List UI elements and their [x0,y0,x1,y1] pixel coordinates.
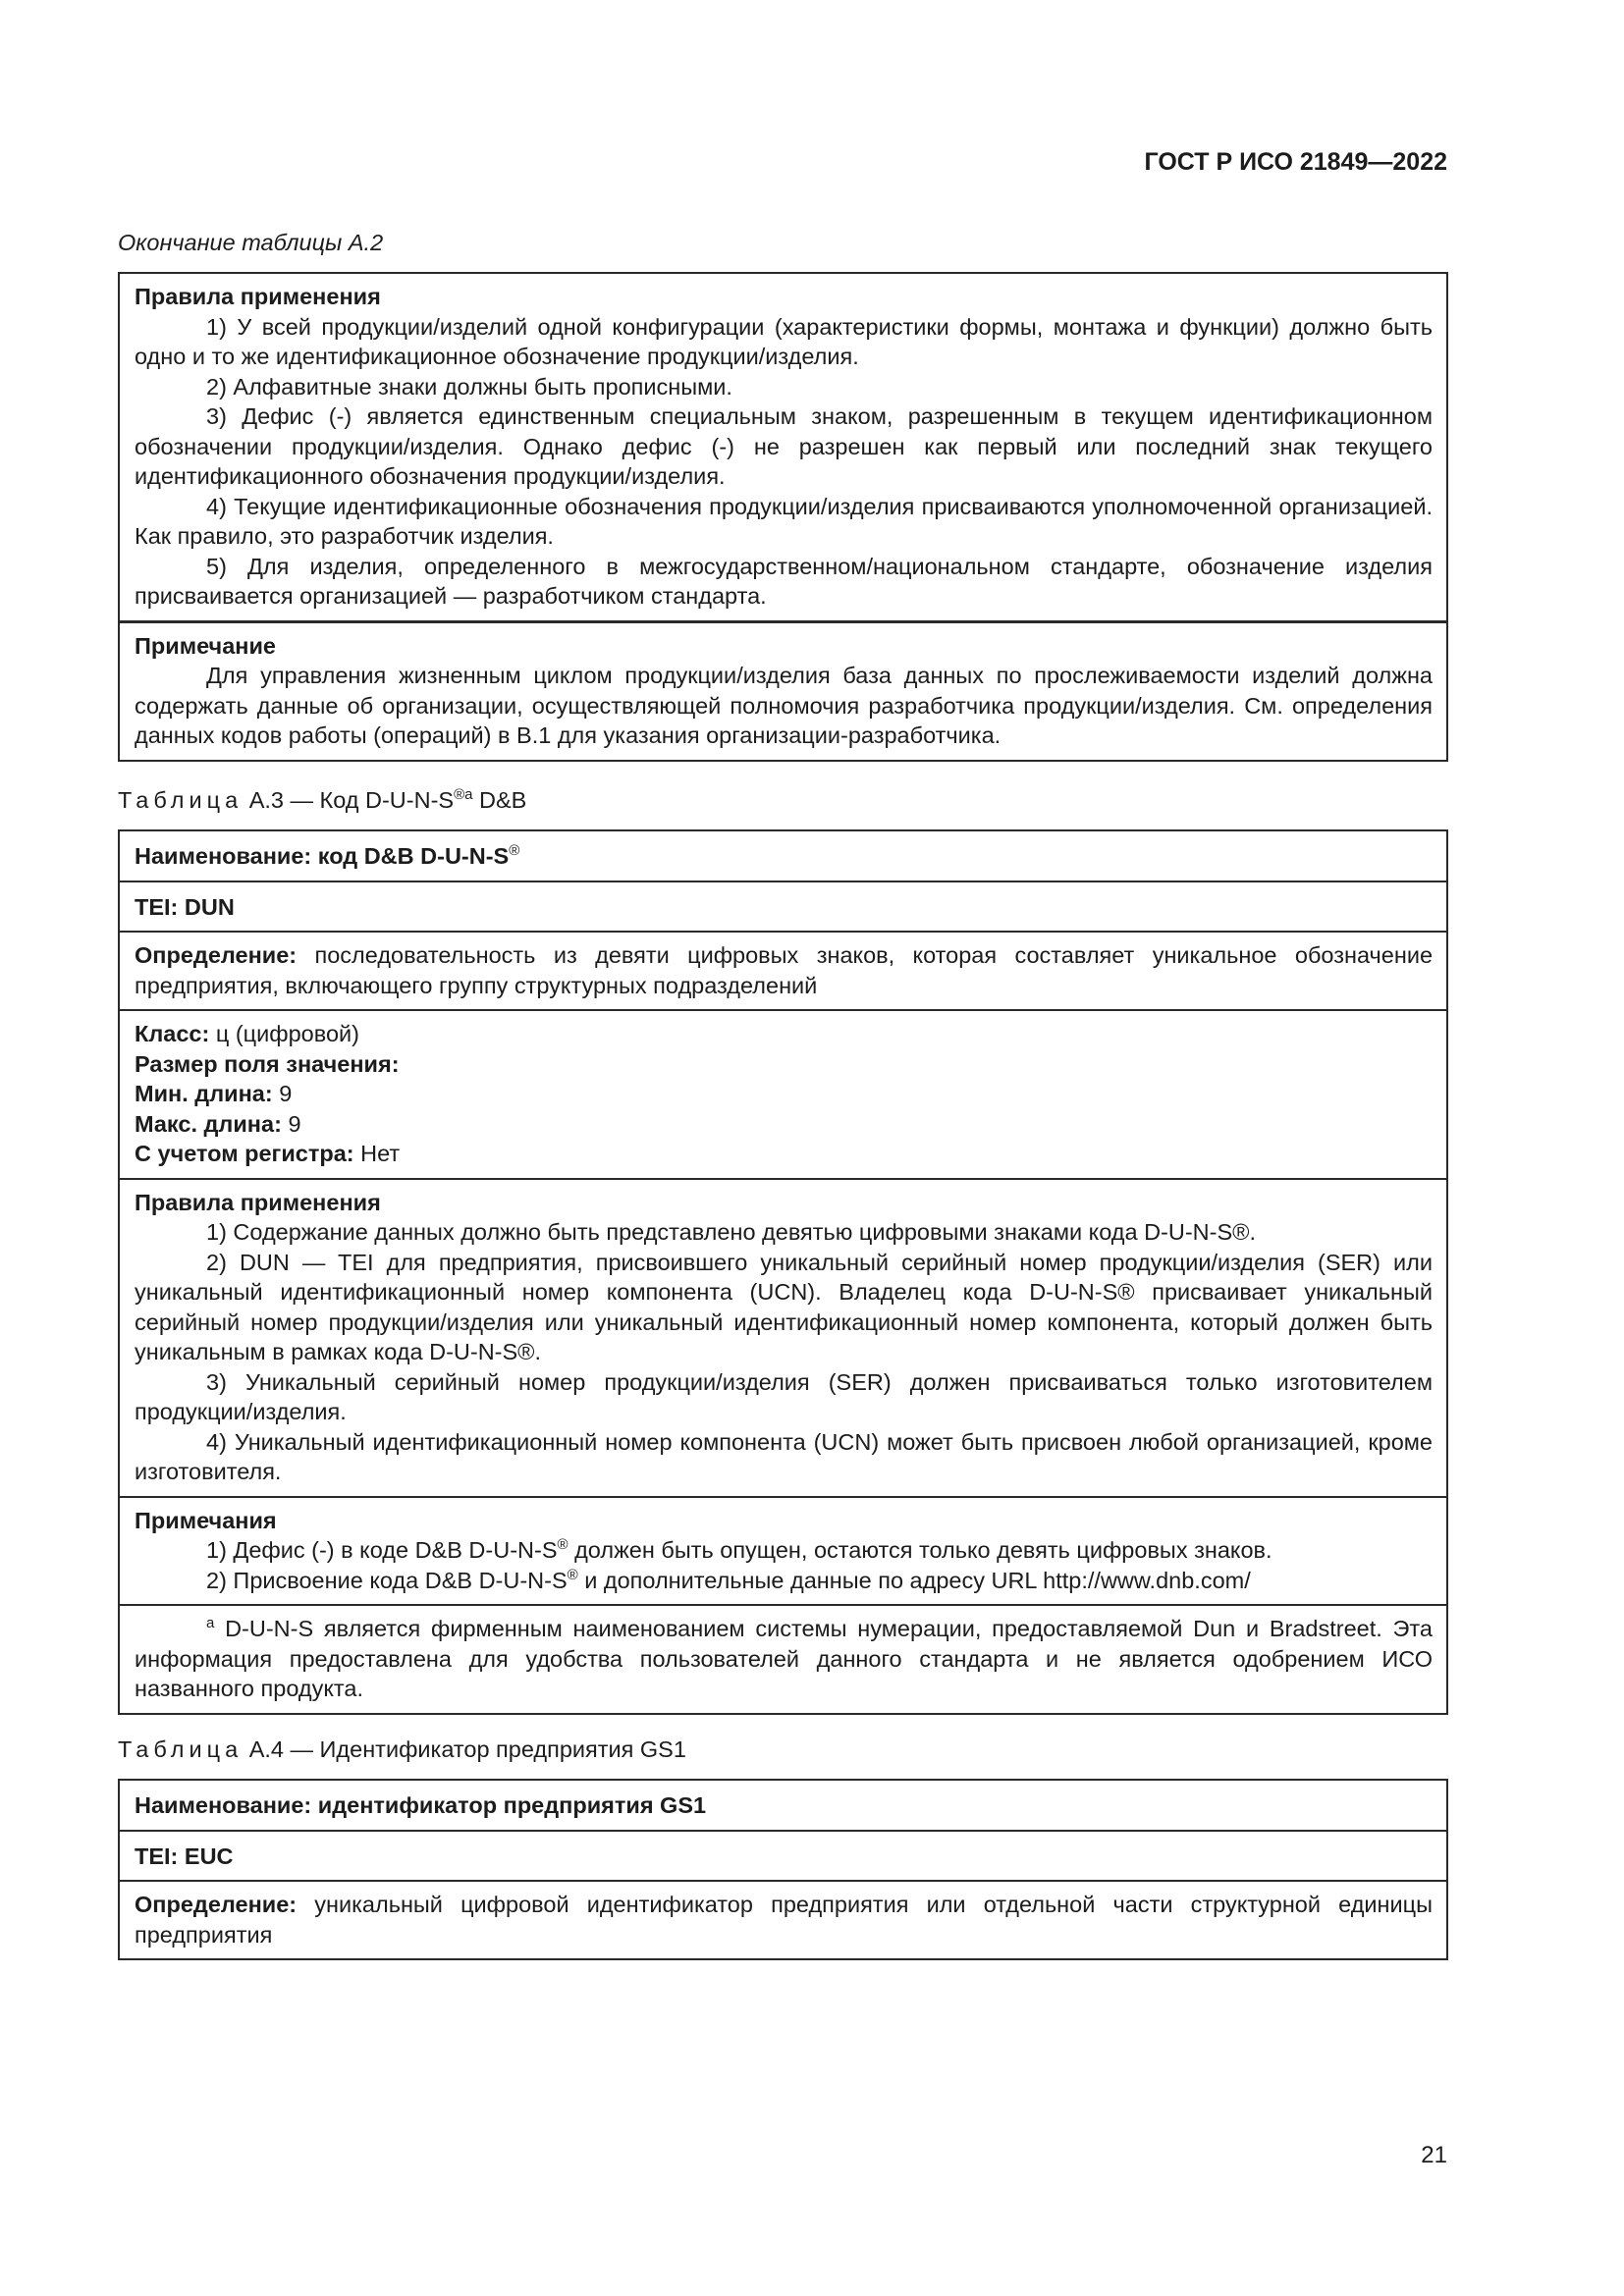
table-a3-name: Наименование: код D&B D-U-N-S [135,843,510,869]
table-a2-end [118,272,1448,762]
table-a3-rule-4: 4) Уникальный идентификационный номер компонента (UCN) может быть присвоен любой организацией, кроме изготовителя. [135,1428,1433,1484]
note-2-start: 2) Присвоение кода D&B D-U-N-S [206,1567,568,1593]
table-a3-rules-cell [120,1178,1446,1496]
table-a3-notes-cell [120,1496,1446,1605]
min-length-line [135,1079,1433,1109]
table-a4-caption [118,1735,686,1764]
table-a4-caption-number: А.4 [248,1736,284,1762]
table-a4-name-row [120,1781,1446,1830]
footnote-text: D-U-N-S является фирменным наименованием системы нумерации, предоставляемой Dun и Bradstreet. Эта информация предоставлена для удобства пользователей данного стандарта и не является одобрением ИСО названного продукта. [135,1616,1433,1701]
table-a4-tei: TEI: EUC [135,1842,234,1869]
class-line [135,1019,1433,1049]
table-a3-note-1 [135,1535,1433,1566]
table-a2-rule-5: 5) Для изделия, определенного в межгосударственном/национальном стандарте, обозначение изделия присваивается организацией — разработчиком стандарта. [135,553,1433,609]
table-a3-rule-3: 3) Уникальный серийный номер продукции/изделия (SER) должен присваиваться только изготовителем продукции/изделия. [135,1368,1433,1424]
table-a3-caption-number: А.3 [248,787,284,813]
case-sensitive-value: Нет [360,1141,401,1166]
table-a3-definition-label: Определение: [135,942,298,968]
note-1-end: должен быть опущен, остаются только девять цифровых знаков. [568,1537,1272,1563]
table-a3-rule-1: 1) Содержание данных должно быть представлено девятью цифровыми знаками кода D-U-N-S®. [206,1219,1256,1245]
class-label: Класс: [135,1021,210,1046]
max-length-line [135,1109,1433,1140]
class-value: ц (цифровой) [215,1021,359,1046]
table-a2-rule-3: 3) Дефис (-) является единственным специальным знаком, разрешенным в текущем идентификационном обозначении продукции/изделия. Однако дефис (-) не разрешен как первый или последний знак текущего идентификационного обозначения продукции/изделия. [135,403,1433,489]
table-a3-caption-text: — Код D-U-N-S [290,787,455,813]
table-a3-tei: TEI: DUN [135,893,235,920]
footnote-mark: а [206,1615,215,1632]
table-a3-name-row [120,831,1446,881]
field-size-label: Размер поля значения: [135,1050,400,1077]
registered-mark: ® [557,1536,568,1554]
table-a3-tei-row [120,881,1446,932]
case-sensitive-line [135,1139,1433,1169]
table-a4 [118,1779,1448,1960]
max-length-label: Макс. длина: [135,1110,282,1137]
max-length-value: 9 [288,1110,301,1137]
table-a3-caption-label: Таблица [118,787,244,813]
page-number: 21 [1421,2142,1447,2168]
table-a4-definition-label: Определение: [135,1892,298,1917]
standard-code: ГОСТ Р ИСО 21849—2022 [1144,148,1447,176]
table-a4-caption-text: — Идентификатор предприятия GS1 [290,1736,686,1762]
table-a4-caption-label: Таблица [118,1736,244,1762]
table-a3-caption-tail: D&B [472,787,527,813]
table-a2-note-title: Примечание [135,632,276,659]
note-1-start: 1) Дефис (-) в коде D&B D-U-N-S [206,1537,558,1563]
min-length-label: Мин. длина: [135,1081,273,1106]
table-a3-rule-2: 2) DUN — TEI для предприятия, присвоившего уникальный серийный номер продукции/изделия (SER) или уникальный идентификационный номер компонента (UCN). Владелец кода D-U-N-S® присваивает уникальный серийный номер продукции/изделия или уникальный идентификационный номер компонента, который должен быть уникальным в рамках кода D-U-N-S®. [135,1249,1433,1364]
note-2-end: и дополнительные данные по адресу URL http://www.dnb.com/ [577,1567,1251,1593]
table-a2-note-text: Для управления жизненным циклом продукции/изделия база данных по прослеживаемости изделий должна содержать данные об организации, осуществляющей полномочия разработчика продукции/изделия. См. определения данных кодов работы (операций) в В.1 для указания организации-разработчика. [135,663,1433,748]
table-a2-rule-1: 1) У всей продукции/изделий одной конфигурации (характеристики формы, монтажа и функции) должно быть одно и то же идентификационное обозначение продукции/изделия. [135,313,1433,369]
table-a2-rules-title: Правила применения [135,284,381,309]
registered-mark: ® [567,1566,578,1583]
table-a3-footnote-cell [120,1604,1446,1713]
table-a3-caption [118,785,526,815]
table-a3 [118,829,1448,1715]
table-a3-footnote [135,1614,1433,1704]
registered-mark: ® [509,842,520,860]
case-sensitive-label: С учетом регистра: [135,1141,354,1166]
table-a3-caption-sup: ®а [454,786,473,804]
table-a3-notes-title: Примечания [135,1507,277,1533]
table-a4-definition-text: уникальный цифровой идентификатор предприятия или отдельной части структурной единицы предприятия [135,1892,1433,1948]
table-a3-attributes-row [120,1009,1446,1178]
table-a4-tei-row [120,1830,1446,1881]
table-a2-rule-2: 2) Алфавитные знаки должны быть прописными. [206,373,732,400]
table-a2-continuation-caption: Окончание таблицы А.2 [118,230,384,255]
table-a4-definition-row [120,1880,1446,1958]
field-size-line [135,1049,1433,1080]
table-a2-note-cell [120,620,1446,760]
table-a3-rules-title: Правила применения [135,1189,381,1215]
table-a2-rules-cell [120,274,1446,620]
table-a3-definition-row [120,931,1446,1009]
min-length-value: 9 [279,1081,293,1106]
table-a3-note-2 [135,1566,1433,1596]
table-a4-name: Наименование: идентификатор предприятия GS1 [135,1792,707,1818]
table-a3-definition-text: последовательность из девяти цифровых знаков, которая составляет уникальное обозначение предприятия, включающего группу структурных подразделений [135,942,1434,998]
table-a2-rule-4: 4) Текущие идентификационные обозначения продукции/изделия присваиваются уполномоченной организацией. Как правило, это разработчик изделия. [135,493,1433,549]
